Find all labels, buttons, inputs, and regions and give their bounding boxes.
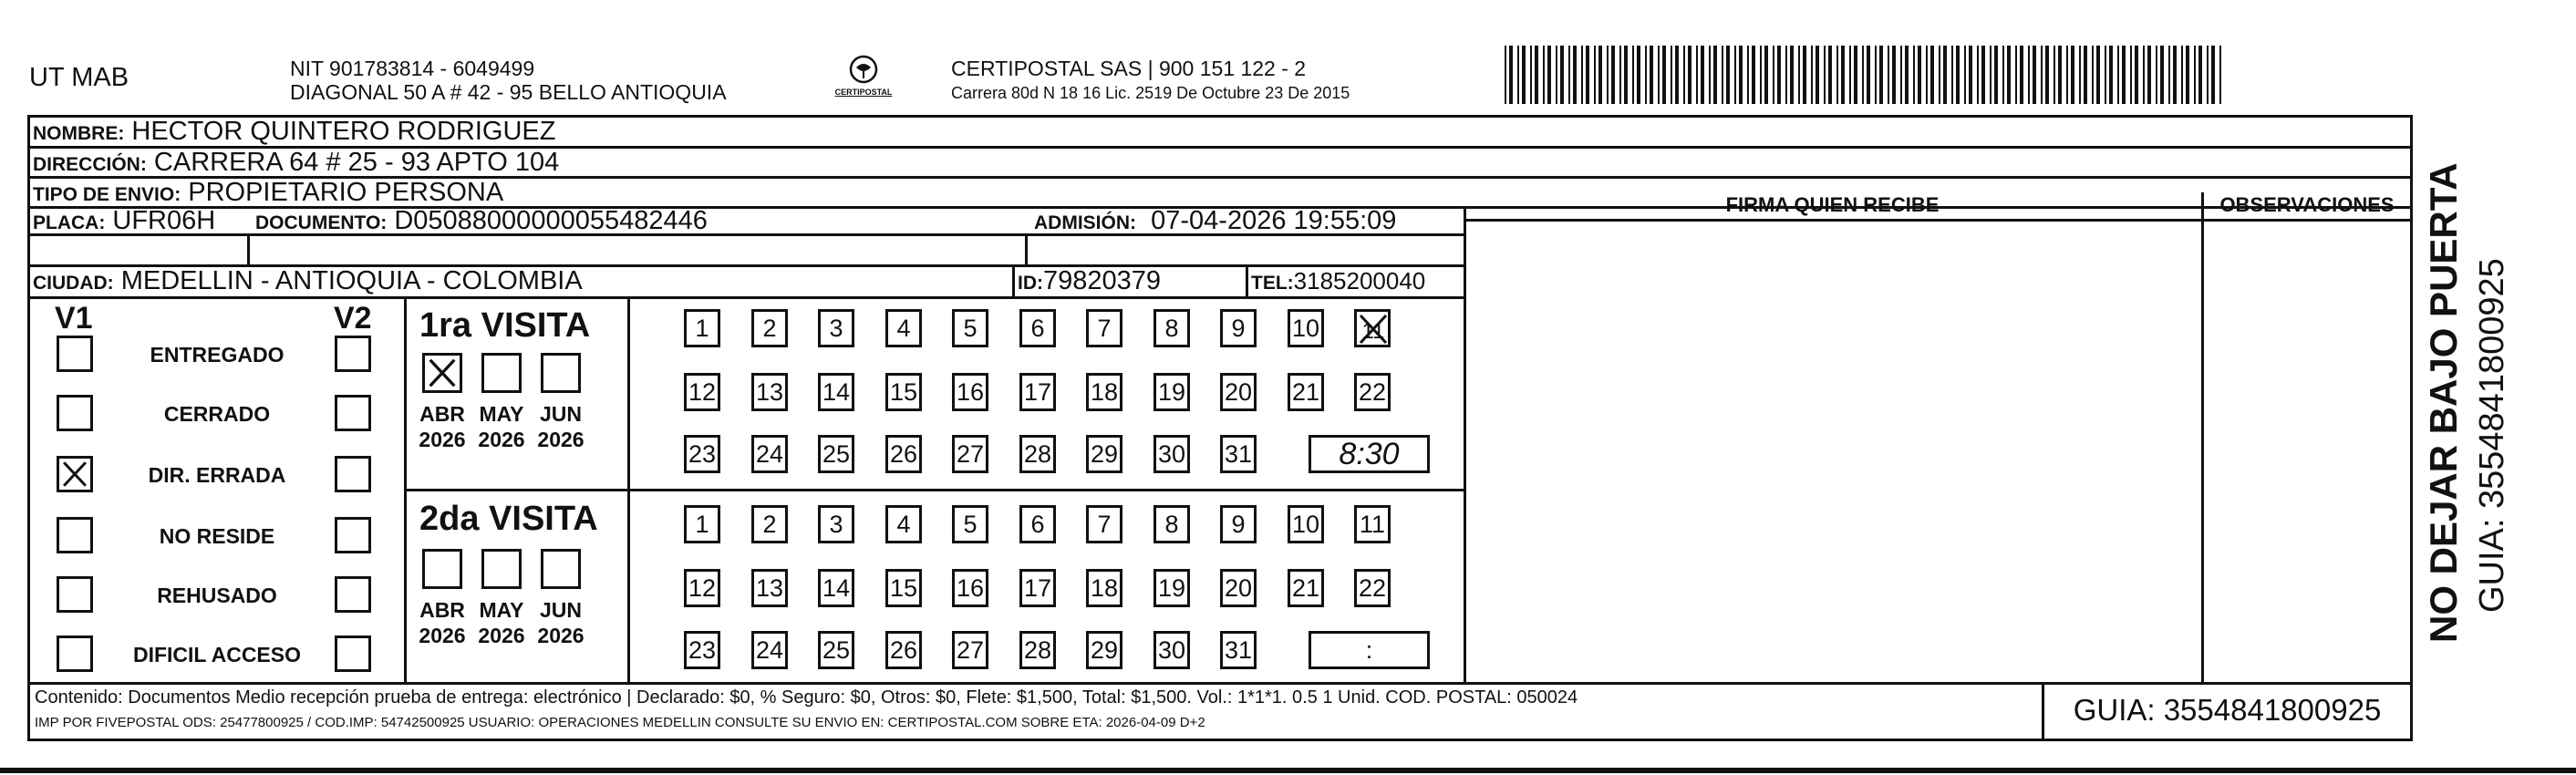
- visit1-month-checkbox[interactable]: [481, 353, 522, 393]
- plate-value: UFR06H: [112, 206, 216, 235]
- status-option-label: DIFICIL ACCESO: [132, 643, 301, 666]
- status-option-label: CERRADO: [163, 402, 271, 426]
- visit1-day-box[interactable]: 28: [1019, 435, 1056, 473]
- status-option-label: NO RESIDE: [159, 524, 275, 548]
- visit2-day-box[interactable]: 11: [1354, 505, 1391, 543]
- v2-label: V2: [334, 301, 372, 336]
- visit1-day-box[interactable]: 3: [818, 309, 854, 347]
- visit2-day-box[interactable]: 17: [1019, 569, 1056, 607]
- name-row: [33, 116, 555, 150]
- divider: [247, 233, 250, 264]
- visit1-day-box[interactable]: [1354, 309, 1391, 347]
- visit1-day-box[interactable]: 14: [818, 373, 854, 411]
- divider: [1464, 219, 2413, 222]
- observations-header: OBSERVACIONES: [2219, 193, 2395, 216]
- visit2-day-box[interactable]: 25: [818, 631, 854, 669]
- visit2-month-label: ABR: [419, 598, 465, 622]
- visit2-month-checkbox[interactable]: [541, 549, 581, 589]
- status-option-label: DIR. ERRADA: [148, 463, 286, 487]
- document-value: D05088000000055482446: [394, 206, 708, 235]
- visit2-day-box[interactable]: 23: [684, 631, 720, 669]
- content-line: Contenido: Documentos Medio recepción prueba de entrega: electrónico | Declarado: $0, % Seguro: $0, Otros: $0, Flete: $1,500, Total: $1,500. Vol.: 1*1*1. 0.5 1 Unid. COD. POSTAL: 050024: [35, 687, 1578, 708]
- visit1-month-label: MAY: [479, 402, 524, 426]
- v1-checkbox[interactable]: [57, 336, 93, 372]
- visit2-year-label: 2026: [478, 624, 525, 647]
- svg-text:11: 11: [1361, 319, 1385, 344]
- divider: [2201, 192, 2204, 682]
- visit1-day-box[interactable]: 18: [1086, 373, 1122, 411]
- visit2-day-box[interactable]: 3: [818, 505, 854, 543]
- visit2-title: 2da VISITA: [419, 500, 598, 538]
- divider: [27, 682, 2413, 685]
- v1-checkbox[interactable]: [57, 456, 93, 492]
- x-mark-icon: [425, 356, 460, 390]
- status-option-label: REHUSADO: [157, 584, 277, 607]
- visit2-day-box[interactable]: 27: [952, 631, 988, 669]
- carrier-address: Carrera 80d N 18 16 Lic. 2519 De Octubre 23 De 2015: [951, 84, 1350, 102]
- visit2-day-box[interactable]: 6: [1019, 505, 1056, 543]
- visit2-day-box[interactable]: 30: [1154, 631, 1190, 669]
- visit2-day-box[interactable]: 1: [684, 505, 720, 543]
- visit1-day-box[interactable]: 27: [952, 435, 988, 473]
- id-value: 79820379: [1043, 266, 1162, 295]
- footer-guia: GUIA: 3554841800925: [2073, 693, 2382, 727]
- v2-checkbox[interactable]: [335, 336, 371, 372]
- tel-label: TEL:: [1251, 273, 1294, 294]
- recipient-name: HECTOR QUINTERO RODRIGUEZ: [131, 117, 556, 146]
- visit1-month-label: JUN: [539, 402, 582, 426]
- v2-checkbox[interactable]: [335, 636, 371, 672]
- city-label: CIUDAD:: [33, 273, 114, 294]
- logo-text: CERTIPOSTAL: [834, 88, 893, 97]
- visit2-month-label: JUN: [539, 598, 582, 622]
- visit1-year-label: 2026: [478, 428, 525, 451]
- side-warning: NO DEJAR BAJO PUERTA: [2422, 162, 2465, 643]
- visit1-day-box[interactable]: 7: [1086, 309, 1122, 347]
- tel-value: 3185200040: [1293, 267, 1426, 294]
- x-mark-icon: [1357, 312, 1390, 346]
- admission-value: 07-04-2026 19:55:09: [1151, 206, 1397, 235]
- visit1-time-field[interactable]: 8:30: [1309, 435, 1430, 473]
- visit2-day-box[interactable]: 10: [1288, 505, 1324, 543]
- document-label: DOCUMENTO:: [255, 212, 388, 233]
- v1-checkbox[interactable]: [57, 576, 93, 613]
- visit1-day-box[interactable]: 15: [885, 373, 922, 411]
- document-cell: [255, 205, 708, 239]
- visit1-day-box[interactable]: 23: [684, 435, 720, 473]
- visit1-day-box[interactable]: 13: [751, 373, 788, 411]
- visit1-day-box[interactable]: 9: [1220, 309, 1257, 347]
- v1-checkbox[interactable]: [57, 636, 93, 672]
- divider: [1464, 206, 1466, 682]
- admission-cell: [1034, 205, 1396, 239]
- v2-checkbox[interactable]: [335, 576, 371, 613]
- visit2-day-box[interactable]: 31: [1220, 631, 1257, 669]
- visit2-day-box[interactable]: 12: [684, 569, 720, 607]
- visit2-year-label: 2026: [537, 624, 585, 647]
- visit2-day-box[interactable]: 19: [1154, 569, 1190, 607]
- side-guia: GUIA: 3554841800925: [2473, 258, 2511, 613]
- barcode: [1503, 46, 2229, 104]
- plate-cell: [33, 205, 215, 239]
- visit1-day-box[interactable]: 29: [1086, 435, 1122, 473]
- visit2-month-label: MAY: [479, 598, 524, 622]
- imp-line: IMP POR FIVEPOSTAL ODS: 25477800925 / COD.IMP: 54742500925 USUARIO: OPERACIONES MEDELLIN CONSULTE SU ENVIO EN: CERTIPOSTAL.COM SOBRE ETA: 2026-04-09 D+2: [35, 715, 1205, 730]
- v1-label: V1: [55, 301, 93, 336]
- visit2-month-checkbox[interactable]: [481, 549, 522, 589]
- visit1-day-box[interactable]: 30: [1154, 435, 1190, 473]
- company-address: DIAGONAL 50 A # 42 - 95 BELLO ANTIOQUIA: [290, 80, 727, 104]
- visit2-day-box[interactable]: 4: [885, 505, 922, 543]
- visit1-day-box[interactable]: 5: [952, 309, 988, 347]
- visit1-day-box[interactable]: 8: [1154, 309, 1190, 347]
- v2-checkbox[interactable]: [335, 395, 371, 431]
- visit1-day-box[interactable]: 26: [885, 435, 922, 473]
- id-cell: [1018, 265, 1161, 299]
- visit1-day-box[interactable]: 21: [1288, 373, 1324, 411]
- signature-header: FIRMA QUIEN RECIBE: [1725, 193, 1940, 216]
- visit2-day-box[interactable]: 2: [751, 505, 788, 543]
- company-nit: NIT 901783814 - 6049499: [290, 57, 535, 80]
- city-cell: [33, 265, 583, 299]
- visit2-day-box[interactable]: 22: [1354, 569, 1391, 607]
- city-value: MEDELLIN - ANTIOQUIA - COLOMBIA: [120, 266, 583, 295]
- visit1-day-box[interactable]: 19: [1154, 373, 1190, 411]
- v1-checkbox[interactable]: [57, 517, 93, 553]
- name-label: NOMBRE:: [33, 123, 125, 144]
- visit2-day-box[interactable]: 15: [885, 569, 922, 607]
- admission-label: ADMISIÓN:: [1034, 212, 1136, 233]
- visit1-day-box[interactable]: 24: [751, 435, 788, 473]
- visit2-time-field[interactable]: :: [1309, 631, 1430, 669]
- visit2-day-box[interactable]: 21: [1288, 569, 1324, 607]
- visit2-day-box[interactable]: 13: [751, 569, 788, 607]
- visit1-day-box[interactable]: 16: [952, 373, 988, 411]
- visit2-day-box[interactable]: 20: [1220, 569, 1257, 607]
- status-option-label: ENTREGADO: [150, 343, 284, 367]
- tel-cell: [1251, 265, 1425, 299]
- shipment-type: PROPIETARIO PERSONA: [188, 178, 504, 207]
- visit1-month-checkbox[interactable]: [422, 353, 462, 393]
- divider: [1246, 264, 1248, 296]
- visit1-day-box[interactable]: 20: [1220, 373, 1257, 411]
- visit2-day-box[interactable]: 24: [751, 631, 788, 669]
- visit2-day-box[interactable]: 14: [818, 569, 854, 607]
- visit2-day-box[interactable]: 18: [1086, 569, 1122, 607]
- visit1-day-box[interactable]: 31: [1220, 435, 1257, 473]
- type-label: TIPO DE ENVIO:: [33, 184, 181, 205]
- visit2-day-box[interactable]: 26: [885, 631, 922, 669]
- visit2-year-label: 2026: [419, 624, 466, 647]
- divider: [1025, 233, 1028, 264]
- page-edge: [0, 768, 2576, 773]
- visit1-year-label: 2026: [419, 428, 466, 451]
- visit1-day-box[interactable]: 2: [751, 309, 788, 347]
- plate-label: PLACA:: [33, 212, 106, 233]
- visit1-day-box[interactable]: 6: [1019, 309, 1056, 347]
- v2-checkbox[interactable]: [335, 517, 371, 553]
- visit2-day-box[interactable]: 28: [1019, 631, 1056, 669]
- visit2-day-box[interactable]: 16: [952, 569, 988, 607]
- address-label: DIRECCIÓN:: [33, 154, 147, 175]
- visit1-day-box[interactable]: 12: [684, 373, 720, 411]
- logo-icon: [832, 51, 895, 106]
- company-name: UT MAB: [29, 63, 129, 92]
- visit1-day-box[interactable]: 10: [1288, 309, 1324, 347]
- v2-checkbox[interactable]: [335, 456, 371, 492]
- visit1-year-label: 2026: [537, 428, 585, 451]
- id-label: ID:: [1018, 273, 1043, 294]
- certipostal-logo: [832, 51, 895, 106]
- visit1-month-checkbox[interactable]: [541, 353, 581, 393]
- carrier-name: CERTIPOSTAL SAS | 900 151 122 - 2: [951, 57, 1307, 80]
- visit1-month-label: ABR: [419, 402, 465, 426]
- divider: [627, 296, 630, 682]
- visit1-day-box[interactable]: 22: [1354, 373, 1391, 411]
- visit1-day-box[interactable]: 1: [684, 309, 720, 347]
- visit2-day-box[interactable]: 7: [1086, 505, 1122, 543]
- visit2-day-box[interactable]: 5: [952, 505, 988, 543]
- visit2-day-box[interactable]: 9: [1220, 505, 1257, 543]
- recipient-address: CARRERA 64 # 25 - 93 APTO 104: [153, 148, 560, 177]
- visit1-day-box[interactable]: 17: [1019, 373, 1056, 411]
- visit2-day-box[interactable]: 29: [1086, 631, 1122, 669]
- divider: [1012, 264, 1015, 296]
- divider: [404, 489, 1464, 491]
- visit2-month-checkbox[interactable]: [422, 549, 462, 589]
- visit1-title: 1ra VISITA: [419, 306, 591, 345]
- visit1-day-box[interactable]: 25: [818, 435, 854, 473]
- visit1-day-box[interactable]: 4: [885, 309, 922, 347]
- visit2-day-box[interactable]: 8: [1154, 505, 1190, 543]
- divider: [404, 296, 407, 682]
- x-mark-icon: [59, 459, 90, 490]
- v1-checkbox[interactable]: [57, 395, 93, 431]
- address-row: [33, 147, 559, 181]
